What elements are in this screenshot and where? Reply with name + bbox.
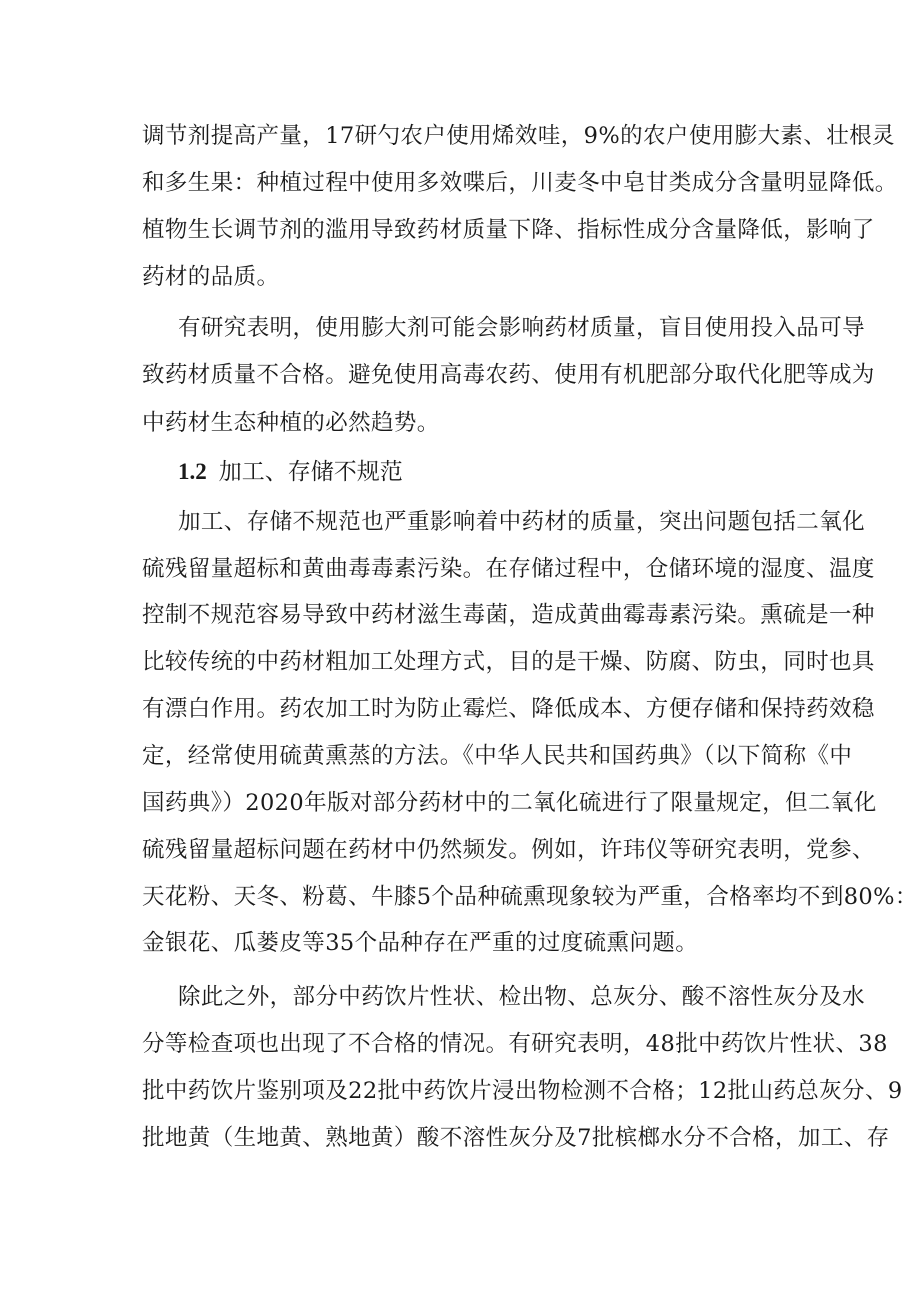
text-line: 除此之外，部分中药饮片性状、检出物、总灰分、酸不溶性灰分及水 [178,984,866,1010]
section-title: 加工、存储不规范 [218,459,403,485]
text-line: 金银花、瓜蒌皮等35个品种存在严重的过度硫熏问题。 [142,930,699,956]
text-line: 植物生长调节剂的滥用导致药材质量下降、指标性成分含量降低，影响了 [142,217,875,243]
text-line: 控制不规范容易导致中药材滋生毒菌，造成黄曲霉毒素污染。熏硫是一种 [142,602,875,628]
section-number: 1.2 [178,459,207,484]
text-line: 药材的品质。 [142,264,280,290]
text-line: 批地黄（生地黄、熟地黄）酸不溶性灰分及7批槟榔水分不合格，加工、存 [142,1125,890,1151]
text-line: 分等检查项也出现了不合格的情况。有研究表明，48批中药饮片性状、38 [142,1031,888,1057]
text-line: 加工、存储不规范也严重影响着中药材的质量，突出问题包括二氧化 [178,509,866,535]
text-line: 致药材质量不合格。避免使用高毒农药、使用有机肥部分取代化肥等成为 [142,362,875,388]
text-line: 中药材生态种植的必然趋势。 [142,410,440,436]
text-line: 和多生果：种植过程中使用多效喋后，川麦冬中皂甘类成分含量明显降低。 [142,170,898,196]
text-line: 批中药饮片鉴别项及22批中药饮片浸出物检测不合格；12批山药总灰分、9 [142,1078,903,1104]
text-line: 国药典》）2020年版对部分药材中的二氧化硫进行了限量规定，但二氧化 [142,790,877,816]
text-line: 硫残留量超标问题在药材中仍然频发。例如，许玮仪等研究表明，党参、 [142,837,875,863]
text-line: 比较传统的中药材粗加工处理方式，目的是干燥、防腐、防虫，同时也具 [142,649,875,675]
text-line: 天花粉、天冬、粉葛、牛膝5个品种硫熏现象较为严重，合格率均不到80%： [142,884,918,910]
text-line: 调节剂提高产量，17研勺农户使用烯效哇，9%的农户使用膨大素、壮根灵 [142,123,895,149]
text-line: 硫残留量超标和黄曲毒毒素污染。在存储过程中，仓储环境的湿度、温度 [142,556,875,582]
text-line: 定，经常使用硫黄熏蒸的方法。《中华人民共和国药典》（以下简称《中 [142,743,853,769]
section-heading [178,457,403,487]
text-line: 有研究表明，使用膨大剂可能会影响药材质量，盲目使用投入品可导 [178,315,866,341]
text-line: 有漂白作用。药农加工时为防止霉烂、降低成本、方便存储和保持药效稳 [142,696,875,722]
